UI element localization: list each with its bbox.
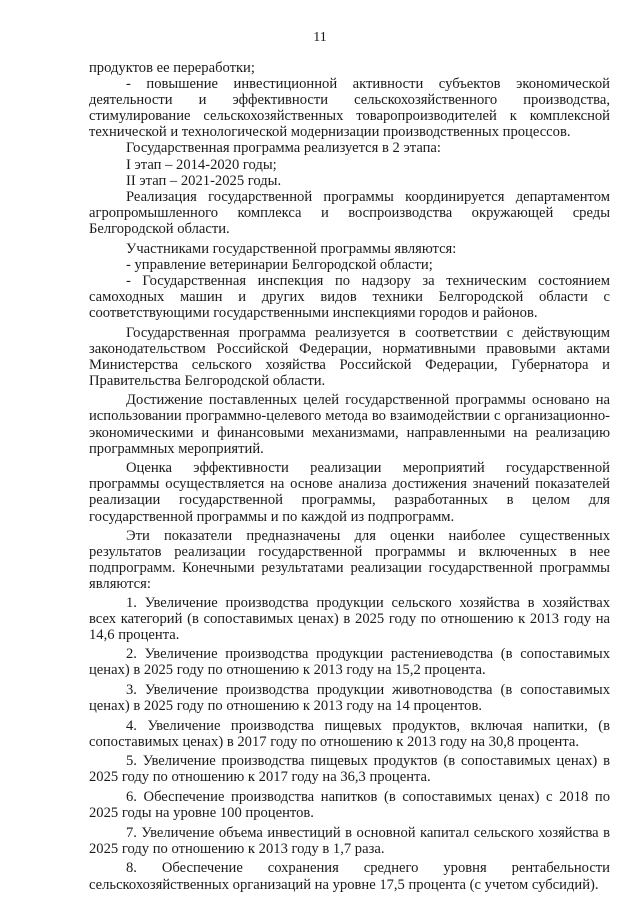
result-item-3: 3. Увеличение производства продукции животноводства (в сопоставимых ценах) в 2025 году по отношению к 2013 году на 14 процентов. xyxy=(89,681,610,715)
paragraph-goal-investment: - повышение инвестиционной активности субъектов экономической деятельности и эффективности сельскохозяйственного производства, стимулирование сельскохозяйственных товаропроизводителей к комплексной технической и технологической модернизации производственных процессов. xyxy=(89,76,610,141)
document-body xyxy=(89,60,610,893)
paragraph-method: Достижение поставленных целей государственной программы основано на использовании программно-целевого метода во взаимодействии с организационно-экономическими и финансовыми механизмами, направленными на реализацию программных мероприятий. xyxy=(89,392,610,457)
result-item-2: 2. Увеличение производства продукции растениеводства (в сопоставимых ценах) в 2025 году по отношению к 2013 году на 15,2 процента. xyxy=(89,646,610,679)
paragraph-coordination: Реализация государственной программы координируется департаментом агропромышленного комплекса и воспроизводства окружающей среды Белгородской области. xyxy=(89,188,610,237)
result-item-5: 5. Увеличение производства пищевых продуктов (в сопоставимых ценах) в 2025 году по отношению к 2017 году на 36,3 процента. xyxy=(89,753,610,786)
result-item-4: 4. Увеличение производства пищевых продуктов, включая напитки, (в сопоставимых ценах) в 2017 году по отношению к 2013 году на 30,8 процента. xyxy=(89,717,610,750)
paragraph-legislation: Государственная программа реализуется в соответствии с действующим законодательством Российской Федерации, нормативными правовыми актами Министерства сельского хозяйства Российской Федерации, Губернатора и Правительства Белгородской области. xyxy=(89,324,610,389)
paragraph-stage-1: I этап – 2014-2020 годы; xyxy=(126,156,277,173)
paragraph-participants-intro: Участниками государственной программы являются: xyxy=(126,240,457,257)
paragraph-continuation: продуктов ее переработки; xyxy=(89,60,255,76)
paragraph-indicators: Эти показатели предназначены для оценки наиболее существенных результатов реализации государственной программы и включенных в нее подпрограмм. Конечными результатами реализации государственной программы являются: xyxy=(89,528,610,593)
paragraph-evaluation: Оценка эффективности реализации мероприятий государственной программы осуществляется на основе анализа достижения значений показателей реализации государственной программы, разработанных в целом для государственной программы и по каждой из подпрограмм. xyxy=(89,460,610,525)
paragraph-participant-veterinary: - управление ветеринарии Белгородской области; xyxy=(126,256,433,273)
result-item-6: 6. Обеспечение производства напитков (в сопоставимых ценах) с 2018 по 2025 годы на уровне 100 процентов. xyxy=(89,789,610,822)
paragraph-stage-2: II этап – 2021-2025 годы. xyxy=(126,172,282,189)
result-item-7: 7. Увеличение объема инвестиций в основной капитал сельского хозяйства в 2025 году по отношению к 2013 году в 1,7 раза. xyxy=(89,824,610,857)
result-item-1: 1. Увеличение производства продукции сельского хозяйства в хозяйствах всех категорий (в сопоставимых ценах) в 2025 году по отношению к 2013 году на 14,6 процента. xyxy=(89,594,610,643)
paragraph-participant-inspection: - Государственная инспекция по надзору за техническим состоянием самоходных машин и других видов техники Белгородской области с соответствующими государственными инспекциями городов и районов. xyxy=(89,272,610,321)
paragraph-stages-intro: Государственная программа реализуется в 2 этапа: xyxy=(126,140,441,157)
page-number: 11 xyxy=(313,30,327,45)
result-item-8: 8. Обеспечение сохранения среднего уровня рентабельности сельскохозяйственных организаций на уровне 17,5 процента (с учетом субсидий). xyxy=(89,860,610,893)
